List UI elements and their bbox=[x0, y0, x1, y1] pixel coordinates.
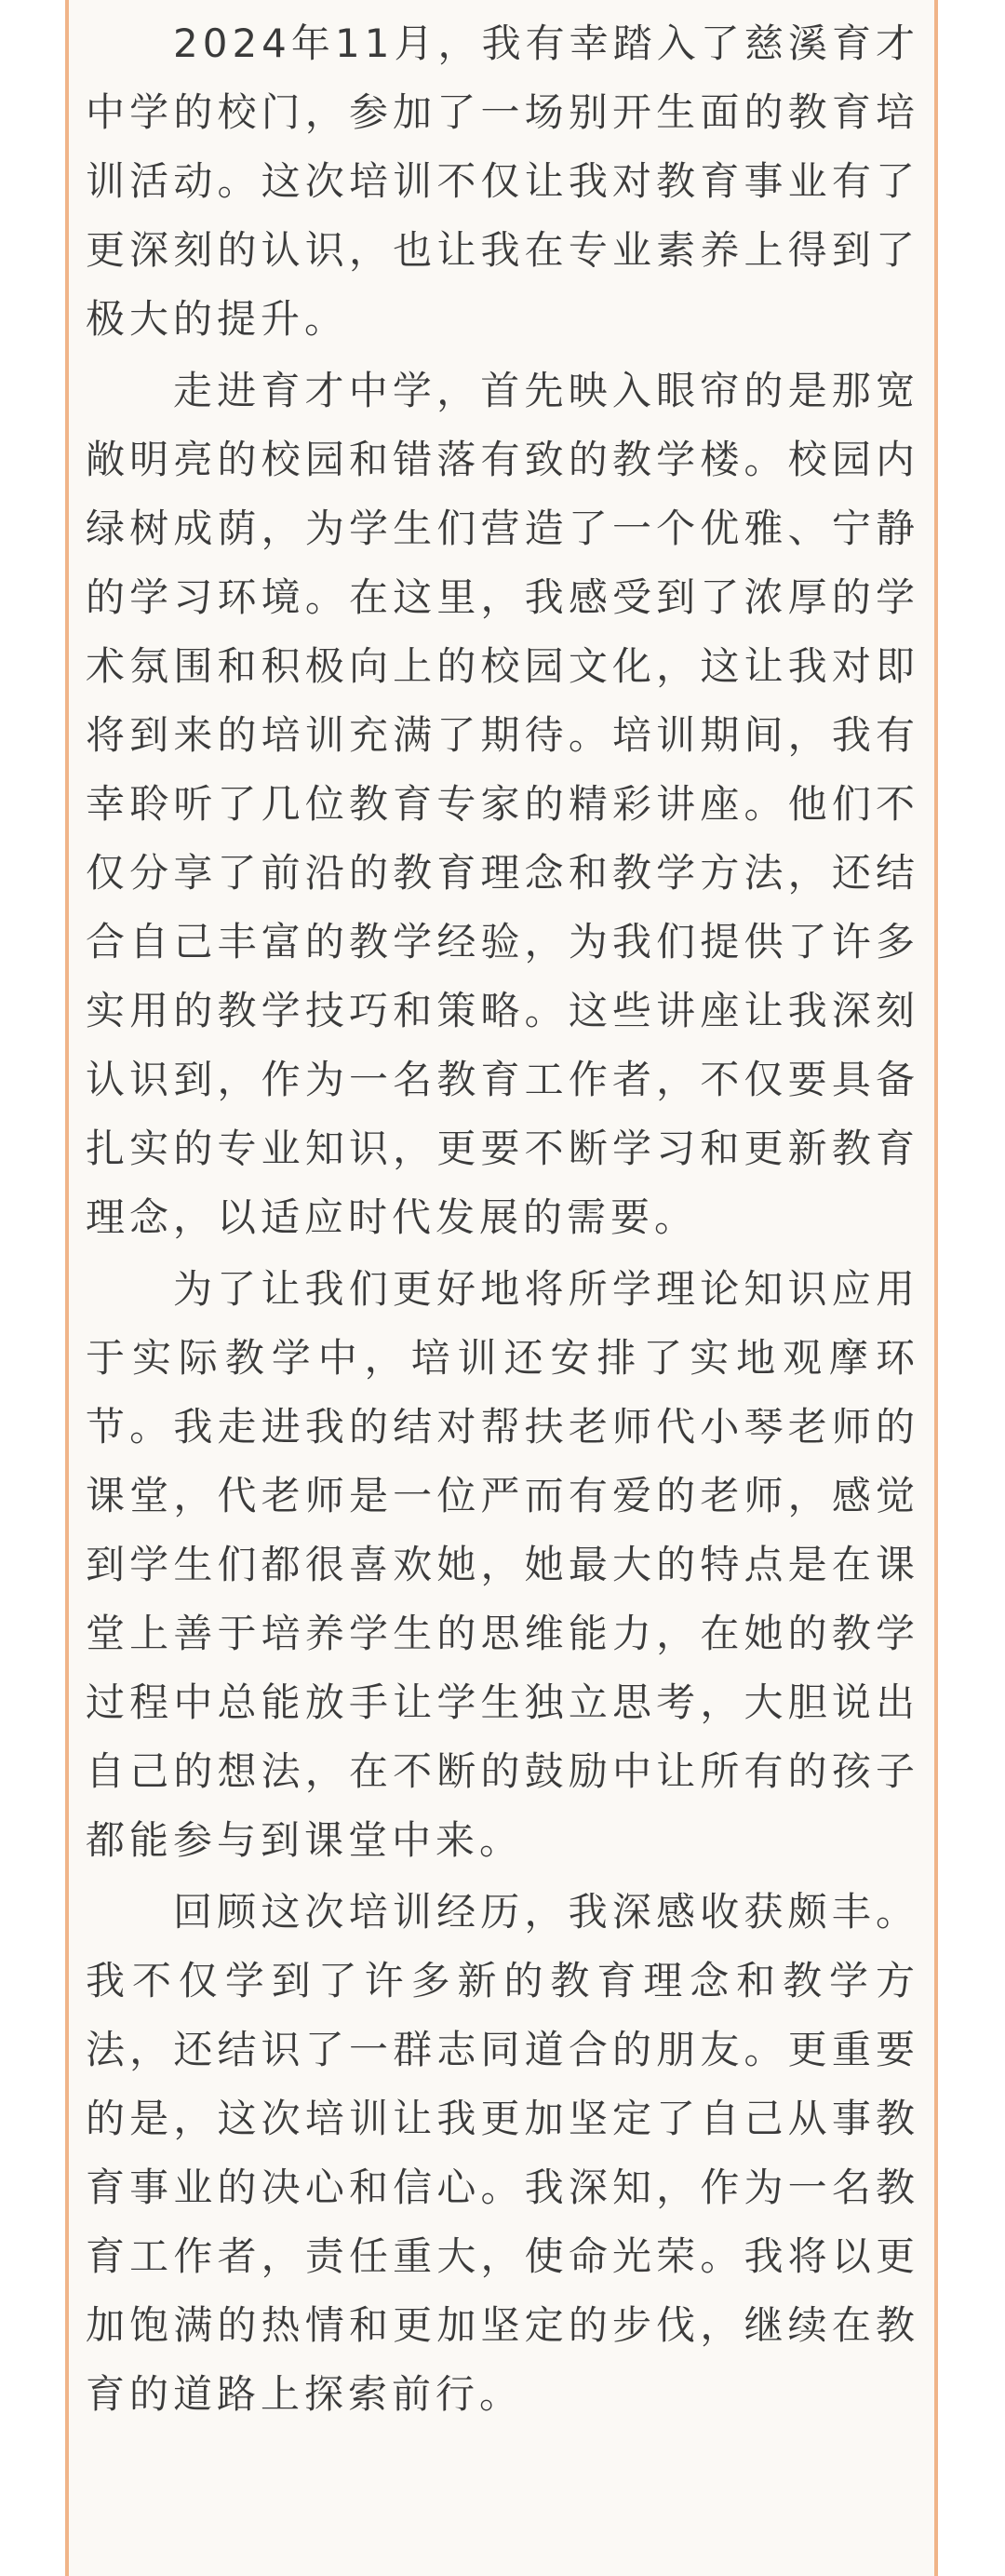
paragraph-2: 走进育才中学，首先映入眼帘的是那宽敞明亮的校园和错落有致的教学楼。校园内绿树成荫，为学生们营造了一个优雅、宁静的学习环境。在这里，我感受到了浓厚的学术氛围和积极向上的校园文化，这让我对即将到来的培训充满了期待。培训期间，我有幸聆听了几位教育专家的精彩讲座。他们不仅分享了前沿的教育理念和教学方法，还结合自己丰富的教学经验，为我们提供了许多实用的教学技巧和策略。这些讲座让我深刻认识到，作为一名教育工作者，不仅要具备扎实的专业知识，更要不断学习和更新教育理念，以适应时代发展的需要。 bbox=[86, 368, 919, 1240]
paragraph-3: 为了让我们更好地将所学理论知识应用于实际教学中，培训还安排了实地观摩环节。我走进我的结对帮扶老师代小琴老师的课堂，代老师是一位严而有爱的老师，感觉到学生们都很喜欢她，她最大的特点是在课堂上善于培养学生的思维能力，在她的教学过程中总能放手让学生独立思考，大胆说出自己的想法，在不断的鼓励中让所有的孩子都能参与到课堂中来。 bbox=[86, 1266, 919, 1863]
paragraph-4: 回顾这次培训经历，我深感收获颇丰。我不仅学到了许多新的教育理念和教学方法，还结识了一群志同道合的朋友。更重要的是，这次培训让我更加坚定了自己从事教育事业的决心和信心。我深知，作为一名教育工作者，责任重大，使命光荣。我将以更加饱满的热情和更加坚定的步伐，继续在教育的道路上探索前行。 bbox=[86, 1889, 919, 2417]
article-body bbox=[86, 9, 919, 2429]
paragraph-1: 2024年11月，我有幸踏入了慈溪育才中学的校门，参加了一场别开生面的教育培训活动。这次培训不仅让我对教育事业有了更深刻的认识，也让我在专业素养上得到了极大的提升。 bbox=[86, 20, 919, 342]
